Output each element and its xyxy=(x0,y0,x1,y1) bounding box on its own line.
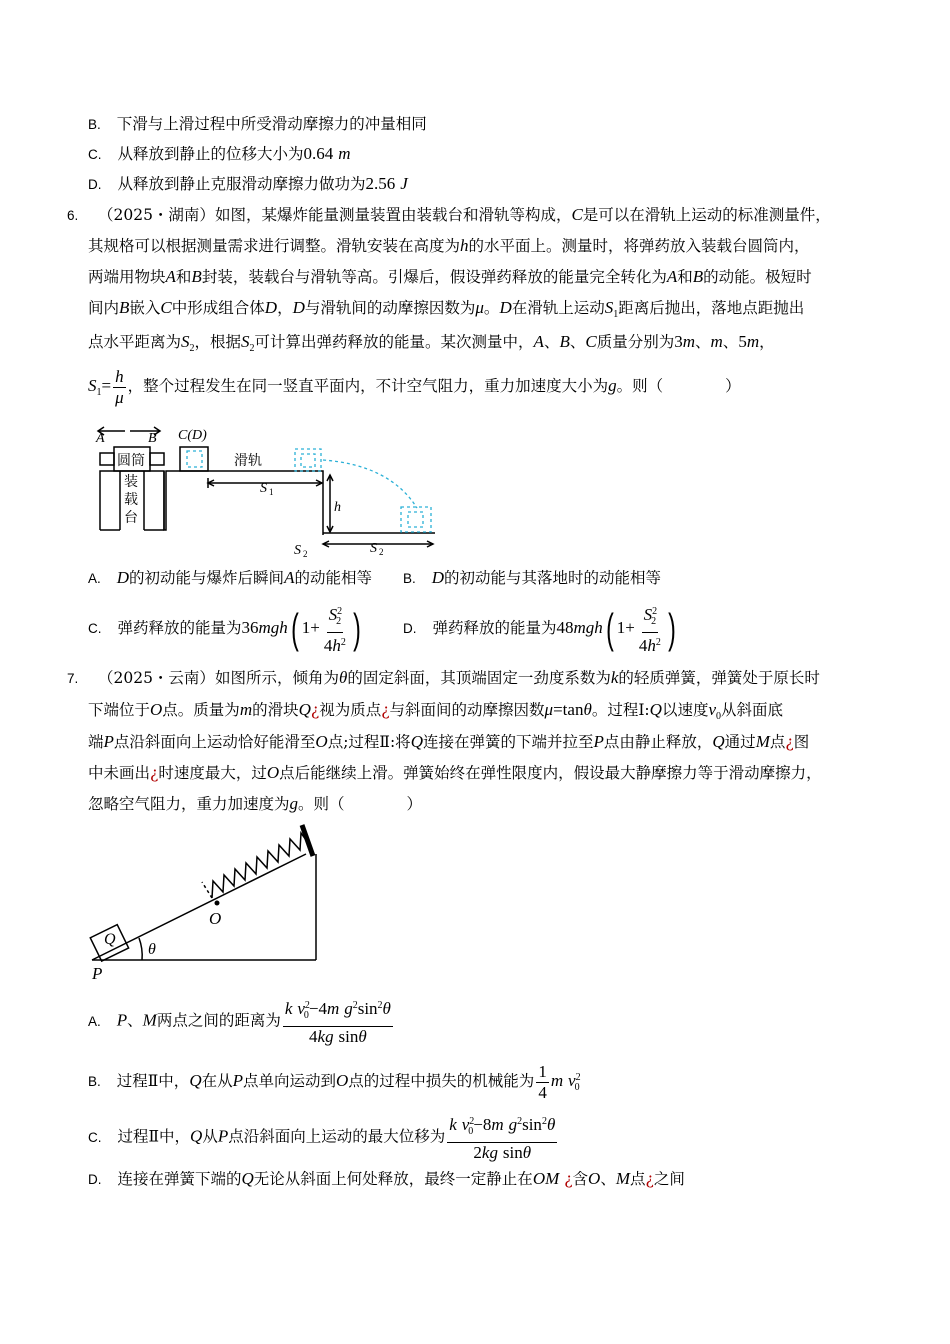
q6-line-6: $S_1=$ $\frac{h}{\mu}$ ，整个过程发生在同一竖直平面内，不计空气阻力，重力加速度大小为g。则（ ） xyxy=(88,366,741,407)
q7-figure xyxy=(84,822,324,982)
option-text: ¿ xyxy=(564,1170,573,1188)
option-text: 弹药释放的能量为 xyxy=(117,619,242,638)
stem-text: 可计算出弹药释放的能量。某次测量中， xyxy=(254,333,534,351)
label-h: h xyxy=(334,500,341,515)
option-value: 0.64 xyxy=(303,144,334,163)
option-text: ¿ xyxy=(645,1170,654,1188)
q6-line-5: 点水平距离为$S_2$，根据$S_2$可计算出弹药释放的能量。某次测量中，A、B、C质量分别为3m、m、5m， xyxy=(88,332,775,355)
q6-figure xyxy=(90,420,450,560)
stem-text: 如图，某爆炸能量测量装置由装载台和滑轨等构成， xyxy=(214,206,572,224)
option-text: 的动能相等 xyxy=(294,569,372,587)
stem-text: 其规格可以根据测量需求进行调整。滑轨安装在高度为 xyxy=(88,237,461,255)
label-s1-sub: 1 xyxy=(269,487,274,497)
q6-option-a xyxy=(88,566,372,591)
q6-option-c: C. 弹药释放的能量为36mgh( 1+ $\frac{S^2_2}{4h^2}$ ) xyxy=(88,602,364,656)
coef: 36 xyxy=(241,618,259,638)
option-text: 的初动能与其落地时的动能相等 xyxy=(444,569,662,587)
label-tube: 圆筒 xyxy=(117,454,145,469)
option-text: 点的过程中损失的机械能为 xyxy=(348,1072,535,1091)
option-text: 连接在弹簧下端的 xyxy=(117,1170,242,1188)
q7-option-d: D. 连接在弹簧下端的Q无论从斜面上何处释放，最终一定静止在OM ¿含O、M点¿之间 xyxy=(88,1169,685,1188)
option-label: B. xyxy=(403,571,416,586)
label-cd: C(D) xyxy=(178,428,207,443)
stem-text: 与滑轨间的动摩擦因数为 xyxy=(304,299,476,317)
option-label: D. xyxy=(88,177,102,192)
stem-text: 点 xyxy=(769,733,786,751)
q5-option-b xyxy=(88,112,427,137)
stem-text: 点后能继续上滑。弹簧始终在弹性限度内，假设最大静摩擦力等于滑动摩擦力， xyxy=(279,764,822,782)
stem-text: 在滑轨上运动 xyxy=(511,299,605,317)
stem-text: 点由静止释放， xyxy=(603,733,713,751)
math-var: B xyxy=(191,267,202,286)
label-o: O xyxy=(209,909,222,928)
option-text: 、 xyxy=(127,1011,143,1030)
label-platform-3: 台 xyxy=(124,511,138,526)
stem-text: 连接在弹簧的下端并拉至 xyxy=(422,733,594,751)
label-s2: S xyxy=(370,541,377,556)
math-var: S xyxy=(604,298,614,317)
fraction: $\frac{h}{\mu}$ xyxy=(115,366,124,407)
q6-option-b xyxy=(403,566,661,591)
option-text: 无论从斜面上何处释放，最终一定静止在 xyxy=(253,1170,533,1188)
stem-text: ， xyxy=(759,333,775,351)
stem-text: 的动能。极短时 xyxy=(703,268,812,286)
label-rail: 滑轨 xyxy=(234,454,262,469)
stem-text: 、 xyxy=(695,333,711,351)
math-var: P xyxy=(116,1010,128,1030)
stem-text: 。过程Ⅰ: xyxy=(591,701,650,719)
q7-line-2: 下端位于O点。质量为m的滑块Q¿视为质点¿与斜面间的动摩擦因数μ=tanθ。过程Ⅰ:Q以速度$v_0$从斜面底 xyxy=(88,700,784,723)
q5-option-d xyxy=(88,172,408,197)
math-var: A xyxy=(533,332,544,351)
stem-text: 嵌入 xyxy=(129,299,161,317)
q6-line-3 xyxy=(88,265,812,289)
stem-text: ¿ xyxy=(150,764,159,782)
label-s2-left: S xyxy=(294,543,301,558)
option-label: C. xyxy=(88,147,102,162)
question-source: （2025・湖南） xyxy=(97,206,215,224)
option-label: A. xyxy=(88,571,101,586)
option-text: 的初动能与爆炸后瞬间 xyxy=(129,569,285,587)
option-label: B. xyxy=(88,117,101,132)
option-label: D. xyxy=(403,621,417,637)
q7-option-c: C. 过程Ⅱ中，Q从P点沿斜面向上运动的最大位移为 $\frac{k v^2_0-8m g^2\sin^2\theta}{\text{2kg sinθ}}$ xyxy=(88,1112,559,1163)
option-text: 从释放到静止克服滑动摩擦力做功为 xyxy=(117,175,366,193)
stem-text: 封装，装载台与滑轨等高。引爆后，假设弹药释放的能量完全转化为 xyxy=(201,268,667,286)
fraction: $\frac{k v^2_0-4m g^2\sin^2\theta}{\text{4kg sinθ}}$ xyxy=(283,996,393,1047)
label-a: A xyxy=(96,431,105,446)
stem-text: ，根据 xyxy=(194,333,242,351)
stem-text: ¿ xyxy=(785,733,794,751)
math-var: A xyxy=(165,267,176,286)
label-theta: θ xyxy=(148,941,156,958)
stem-text: 与斜面间的动摩擦因数 xyxy=(389,701,545,719)
point-o xyxy=(215,901,220,906)
stem-text: 视为质点 xyxy=(319,701,382,719)
stem-text: ） xyxy=(725,377,741,395)
option-text: 两点之间的距离为 xyxy=(156,1011,281,1030)
question-source: （2025・云南） xyxy=(97,669,215,687)
label-b: B xyxy=(148,431,157,446)
stem-text: 的水平面上。测量时，将弹药放入装载台圆筒内， xyxy=(468,237,810,255)
math-var: S xyxy=(181,332,190,351)
fraction: $\frac{1}{4}$ xyxy=(538,1061,547,1102)
math-var: D xyxy=(292,298,305,317)
stem-text: 质量分别为 xyxy=(596,333,675,351)
stem-text: 的滑块 xyxy=(252,701,299,719)
label-s2-left-sub: 2 xyxy=(303,549,308,559)
option-text: 点单向运动到 xyxy=(243,1072,337,1091)
label-p: P xyxy=(92,964,103,982)
option-label: A. xyxy=(88,1013,101,1029)
stem-text: 中未画出 xyxy=(88,764,151,782)
option-text: 从释放到静止的位移大小为 xyxy=(117,145,304,163)
q6-line-1 xyxy=(67,203,831,228)
stem-text: 、 xyxy=(569,333,586,351)
label-q: Q xyxy=(104,931,116,948)
q7-option-a xyxy=(88,996,395,1047)
stem-text: 通过 xyxy=(724,733,756,751)
option-unit: J xyxy=(400,174,408,193)
stem-text: ， xyxy=(277,299,293,317)
label-s1: S xyxy=(260,481,267,496)
option-value: 2.56 xyxy=(365,174,396,193)
stem-text: 端 xyxy=(88,733,104,751)
stem-text: 、 xyxy=(543,333,560,351)
question-number: 7. xyxy=(67,671,79,686)
math-var: B xyxy=(119,298,130,317)
math-var: C xyxy=(585,332,597,351)
stem-text: 点沿斜面向上运动恰好能滑至 xyxy=(113,733,316,751)
q7-line-3: 端P点沿斜面向上运动恰好能滑至O点;过程Ⅱ:将Q连接在弹簧的下端并拉至P点由静止释放，Q通过M点¿图 xyxy=(88,732,810,751)
q6-line-2 xyxy=(88,234,810,258)
option-text: 点 xyxy=(630,1170,646,1188)
math-var: D xyxy=(264,298,278,317)
stem-text: 从斜面底 xyxy=(721,701,784,719)
option-text: 过程Ⅱ中， xyxy=(116,1072,190,1091)
q7-line-4: 中未画出¿时速度最大，过O点后能继续上滑。弹簧始终在弹性限度内，假设最大静摩擦力等于滑动摩擦力， xyxy=(88,763,822,782)
option-text: 在从 xyxy=(201,1072,233,1091)
option-text: 之间 xyxy=(653,1170,685,1188)
math-var: B xyxy=(692,267,704,286)
stem-text: 如图所示，倾角为 xyxy=(214,669,339,687)
option-text: 点沿斜面向上运动的最大位移为 xyxy=(228,1127,446,1146)
math-var: B xyxy=(559,332,570,351)
q7-line-1: 7. （2025・云南）如图所示，倾角为θ的固定斜面，其顶端固定一劲度系数为k的轻质弹簧，弹簧处于原长时 xyxy=(67,668,820,687)
q6-option-d: D. 弹药释放的能量为48mgh( 1+ $\frac{S^2_2}{4h^2}$ ) xyxy=(403,602,679,656)
coef: 48 xyxy=(556,618,574,638)
q7-option-b: B. 过程Ⅱ中，Q在从P点单向运动到O点的过程中损失的机械能为 $\frac{1}{4}$ m $v^2_0$ xyxy=(88,1061,581,1102)
math-var: A xyxy=(284,568,295,587)
stem-text: 以速度 xyxy=(661,701,709,719)
stem-text: 点水平距离为 xyxy=(88,333,182,351)
stem-text: 和 xyxy=(175,268,192,286)
label-s2-sub: 2 xyxy=(379,547,384,557)
fraction: $\frac{k v^2_0-8m g^2\sin^2\theta}{\text{2kg sinθ}}$ xyxy=(447,1112,557,1163)
stem-text: ） xyxy=(406,795,423,813)
stem-text: 和 xyxy=(677,268,693,286)
stem-text: 图 xyxy=(793,733,810,751)
math-var: S xyxy=(241,332,250,351)
stem-text: 、 xyxy=(722,333,739,351)
fraction: $\frac{S^2_2}{4h^2}$ xyxy=(637,602,663,656)
stem-text: 。则（ xyxy=(616,377,664,395)
option-unit: m xyxy=(338,144,351,163)
q7-line-5: 忽略空气阻力，重力加速度为g。则（ ） xyxy=(88,794,423,813)
option-text: 弹药释放的能量为 xyxy=(432,619,557,638)
stem-text: ，整个过程发生在同一竖直平面内，不计空气阻力，重力加速度大小为 xyxy=(127,377,609,395)
option-text: 过程Ⅱ中， xyxy=(117,1127,191,1146)
math-var: D xyxy=(116,568,130,587)
stem-text: 的固定斜面，其顶端固定一劲度系数为 xyxy=(347,669,611,687)
math-var: D xyxy=(431,568,445,587)
stem-text: 的轻质弹簧，弹簧处于原长时 xyxy=(618,669,820,687)
option-text: 、 xyxy=(600,1170,616,1188)
stem-text: 距离后抛出，落地点距抛出 xyxy=(618,299,805,317)
stem-text: 两端用物块 xyxy=(88,268,166,286)
stem-text: 下端位于 xyxy=(88,701,151,719)
stem-text: 点。质量为 xyxy=(162,701,240,719)
label-platform-2: 载 xyxy=(124,493,138,508)
stem-text: ¿ xyxy=(381,701,390,719)
stem-text: 是可以在滑轨上运动的标准测量件， xyxy=(582,206,831,224)
math-var: M xyxy=(142,1010,157,1030)
label-platform-1: 装 xyxy=(124,475,138,490)
fraction: $\frac{S^2_2}{4h^2}$ xyxy=(322,602,348,656)
option-label: C. xyxy=(88,621,102,637)
math-var: μ xyxy=(475,298,484,317)
option-label: C. xyxy=(88,1129,102,1145)
q6-line-4: 间内B嵌入C中形成组合体D，D与滑轨间的动摩擦因数为μ。D在滑轨上运动$S_1$距离后抛出，落地点距抛出 xyxy=(88,298,805,321)
stem-text: 。 xyxy=(483,299,500,317)
math-var: C xyxy=(160,298,172,317)
option-label: D. xyxy=(88,1172,102,1187)
math-var: C xyxy=(571,205,583,224)
stem-text: 时速度最大，过 xyxy=(158,764,267,782)
q5-option-c xyxy=(88,142,350,167)
question-number: 6. xyxy=(67,208,79,223)
stem-text: 忽略空气阻力，重力加速度为 xyxy=(88,795,290,813)
math-var: D xyxy=(499,298,512,317)
stem-text: 中形成组合体 xyxy=(171,299,265,317)
option-text: 下滑与上滑过程中所受滑动摩擦力的冲量相同 xyxy=(116,115,427,133)
stem-text: 间内 xyxy=(88,299,120,317)
math-var: A xyxy=(666,267,678,286)
stem-text: 点;过程Ⅱ:将 xyxy=(327,733,411,751)
option-label: B. xyxy=(88,1074,101,1090)
option-text: 含 xyxy=(572,1170,589,1188)
stem-text: 。则（ xyxy=(298,795,345,813)
math-var: h xyxy=(460,236,469,255)
option-text: 从 xyxy=(202,1127,218,1146)
stem-text: ¿ xyxy=(310,701,320,719)
